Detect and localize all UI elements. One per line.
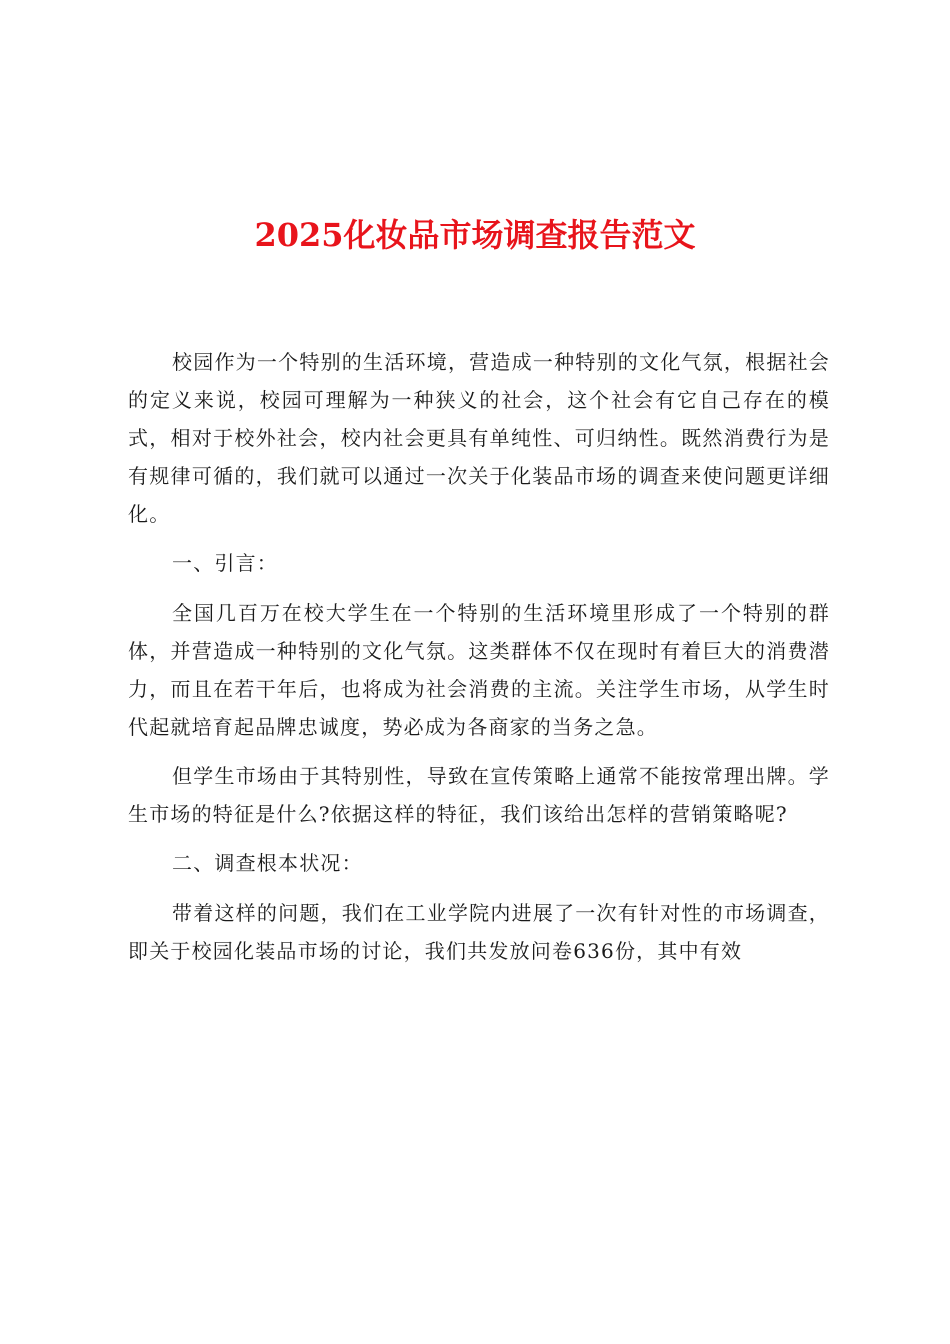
paragraph-intro: 校园作为一个特别的生活环境，营造成一种特别的文化气氛，根据社会的定义来说，校园可理解为一种狭义的社会，这个社会有它自己存在的模式，相对于校外社会，校内社会更具有单纯性、可归纳性。既然消费行为是有规律可循的，我们就可以通过一次关于化装品市场的调查来使问题更详细化。 — [128, 350, 830, 526]
section-heading-introduction: 一、引言： — [172, 551, 278, 575]
section-heading-survey-status: 二、调查根本状况： — [172, 851, 363, 875]
paragraph-student-market: 全国几百万在校大学生在一个特别的生活环境里形成了一个特别的群体，并营造成一种特别的文化气氛。这类群体不仅在现时有着巨大的消费潜力，而且在若干年后，也将成为社会消费的主流。关注学生市场，从学生时代起就培育起品牌忠诚度，势必成为各商家的当务之急。 — [128, 601, 830, 739]
paragraph-survey-description: 带着这样的问题，我们在工业学院内进展了一次有针对性的市场调查，即关于校园化装品市场的讨论，我们共发放问卷636份，其中有效 — [128, 901, 830, 963]
paragraph-market-characteristics: 但学生市场由于其特别性，导致在宣传策略上通常不能按常理出牌。学生市场的特征是什么?依据这样的特征，我们该给出怎样的营销策略呢? — [128, 764, 830, 826]
document-body — [128, 343, 830, 981]
document-title: 2025化妆品市场调查报告范文 — [254, 216, 696, 254]
